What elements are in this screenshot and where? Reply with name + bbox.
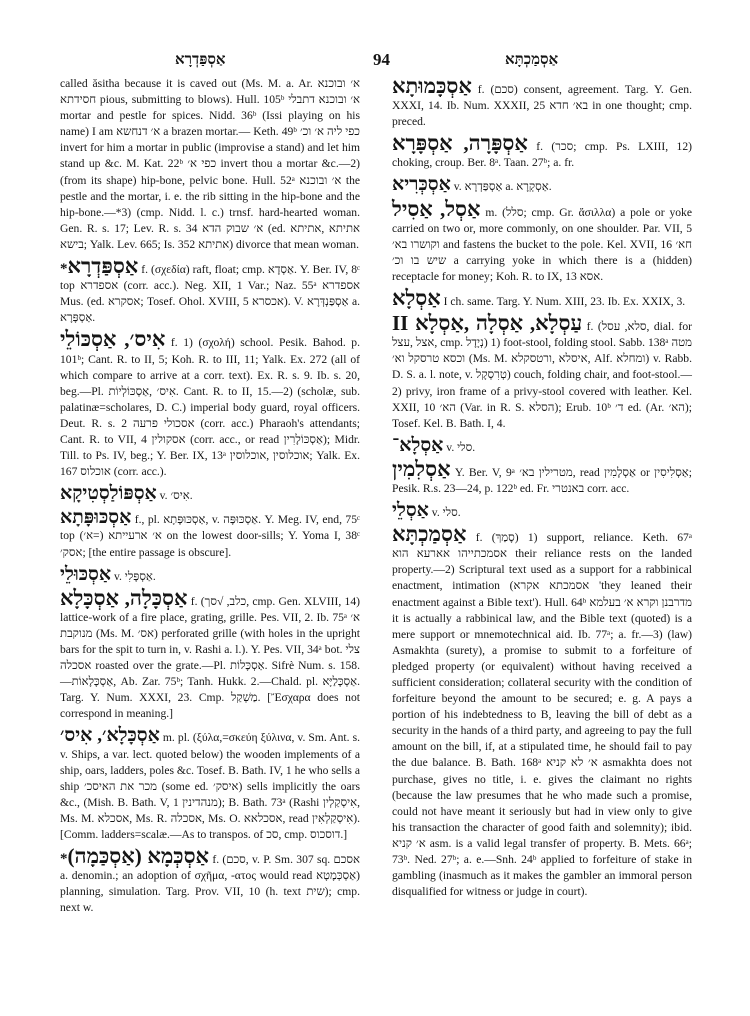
entry [60, 564, 360, 585]
entry-headword: אַסְכְּמָא (אַסְכַּמָה) [67, 844, 209, 869]
entry-star: * [60, 261, 68, 278]
entry [60, 846, 360, 916]
entry-headword: אַסְל, אַסִיל [392, 196, 481, 221]
entry [392, 76, 692, 130]
entry-text: Y. Ber. V, 9ᵃ מטרילין בא׳, read אַסְלָמִין or אַסְלִיסִין; Pesik. R.s. 23—24, p. 122ᵇ ed. Fr. באנטרי corr. acc. [392, 465, 692, 495]
entry-headword: אַסְפָּרָה, אַסְפָּרָא [392, 131, 528, 156]
entry-text: v. סלי. [431, 506, 461, 520]
entry-text: f. (סכם, v. P. Sm. 307 sq. אסכם a. denomin.; an adoption of σχῆμα, -ατος would read אַסְכְּמָטָא) planning, simulation. Targ. Prov. VII, 10 (h. text שית); cmp. next w. [60, 853, 360, 915]
entry [392, 288, 692, 310]
entry [60, 585, 360, 723]
entry [392, 524, 692, 900]
entry-headword: אַסְכָּמוּתָא [392, 74, 472, 98]
entry-text: I ch. same. Targ. Y. Num. XIII, 23. Ib. Ex. XXIX, 3. [443, 295, 686, 309]
entry-text: f. (סָמַךְ) 1) support, reliance. Keth. 67ᵃ אסמכתייהו אארעא הוא their reliance rests on the landed property.—2) Scriptural text used as a support for a rabbinical enactment, intimation (אסמכתא אקרא 'they leaned their enactment against a Bible text'). Hull. 64ᵇ מדרבנן וקרא א׳ בעלמא it is actually a rabbinical law, and the Bible text (quoted) is a mere support or mnemotechnical aid. Ib. 77ᵃ; a. fr.—3) (law) Asmakhta (surety), a promise to submit to a forfeiture of pledged property (or equivalent) without having received a sufficient consideration; collateral security with the condition of forfeiture beyond the amount to be secured; e. g. A pays a portion of his indebtedness to B, leaving the bill of debt as a security in the hands of a third party, and agreeing to pay the full amount on the bill, if, at a stipulated time, he should fail to pay the due balance. B. Bath. 168ᵃ א׳ לא קניא asmakhta does not purchase, gives no title, i. e. gives the claimant no rights (because the law presumes that he who made such a promise, could not have meant it seriously but had in view only to give his transaction the character of good faith and solemnity); ibid. א׳ קניא asm. is a valid legal transfer of property. B. Mets. 66ᵃ; 73ᵇ. Ned. 27ᵇ; a. e.—Snh. 24ᵇ applied to forfeiture of stake in gambling (inasmuch as it makes the gambler an immoral person disqualified for witness or judge in court). [392, 531, 693, 899]
entry-text: v. אַסְפַּדְרָא a. אַסְקְרָא. [453, 180, 552, 194]
entry-headword: אַסְלָא [392, 286, 441, 311]
entry-headword: אַסְמַכְתָּא [392, 522, 467, 547]
entry [60, 725, 360, 843]
entry-text: v. אַסְפָּלִי. [113, 569, 156, 583]
entry-headword: אַסְלֵי [392, 500, 429, 522]
entry-text: called ăsitha because it is caved out (Ms. M. a. Ar. א׳ ובוכנא חסידתא pious, submitting to blows). Hull. 105ᵇ א׳ ובוכנא דתבלי mortar and pestle for spices. Nidd. 36ᵇ (Issi playing on his name) I am א׳ דנחשא a brazen mortar.— Keth. 49ᵇ כפי ליה א׳ וכ׳ invert for him a mortar in public (improvise a stand) and let him stand up &c. M. Kat. 22ᵇ כפי א׳ invert thou a mortar &c.—2) (from its shape) hip-bone, pelvic bone. Hull. 52ᵃ א׳ ובוכנא the pestle and the mortar, i. e. the rib sitting in the hip-bone and the hip-bone.—*3) (cmp. Nidd. l. c.) trnsf. hard-hearted woman. Gen. R. s. 17; Lev. R. s. 34 א׳ שבוק הדא (ed. אתיתא ,אתיתא בישא; Yalk. Lev. 665; Is. 352 אתיתא) divorce that mean woman. [60, 77, 361, 251]
entry-text: v. סלי. [446, 440, 476, 454]
entry-text: f. (כלב, √סך, cmp. Gen. XLVIII, 14) lattice-work of a fire place, grating, grille. Pes. VII, 2. Ib. 75ᵃ א׳ מנוקבת (Ms. M. אס׳) perforated grille (with holes in the upright bars for the spit to turn in, v. Rashi a. l.). Y. Pes. VII, 34ᵃ bot. צלי אסכלה roasted over the grate.—Pl. אַסְכָּלוֹת. Sifrè Num. s. 158.—אַסְכָּלָאוֹת, Ab. Zar. 75ᵇ; Tanh. Hukk. 2.—Chald. pl. אַסְכָּלַיָּא. Targ. Y. Num. XXXI, 23. Cmp. מַשְׁקַל. [Ἔσχαρα does not correspond in meaning.] [60, 594, 360, 721]
entry [392, 174, 692, 195]
entry-star: * [60, 851, 68, 868]
entry-text: f. (σχεδία) raft, float; cmp. אַסְדָא. Y. Ber. IV, 8ᶜ top אספדרא (corr. acc.). Neg. XII, 1 Var.; Naz. 55ᵃ אספדרא Mus. (ed. אסקרא; Tosef. Ohol. XVIII, 5 אכסרא). V. אַסְפַּנְדְּרָא a. אַסְפָּרָא. [60, 263, 361, 325]
entry-headword: אַסְפַּדְרָא [67, 254, 139, 279]
entry-headword: אַסְלִמִין [392, 456, 451, 481]
entry [392, 435, 692, 456]
entry-headword: אַסְכּוּלֵי [60, 563, 112, 585]
page-number: 94 [373, 50, 390, 69]
entry-text: f. (סכם) consent, agreement. Targ. Y. Gen. XXXI, 14. Ib. Num. XXXII, 25 בא׳ חדא in one thought; cmp. preced. [392, 83, 693, 129]
entry [392, 133, 692, 171]
entry-text: f., pl. אַסְכּוּפָּתָא, v. אַסְכּוּפָּה. Y. Meg. IV, end, 75ᶜ top א׳ ארעייתא (=א׳) on the lowest door-sills; Y. Yoma I, 38ᶜ אסק׳; [the entire passage is obscure]. [60, 513, 360, 559]
entry-text: m. pl. (ξύλα,=σκεύη ξύλινα, v. Sm. Ant. s. v. Ships, a var. lect. quoted below) the wooden implements of a ship, oars, ladders, poles &c. Tosef. B. Bath. IV, 1 he who sells a ship מכר את האיסכ׳ (some ed. איסק׳) sells implicitly the oars &c., (Mish. B. Bath. V, 1 מנהדינין); B. Bath. 73ᵃ (Rashi אִיסְקַלְין, Ms. M. אסכלא, Ms. R. אסכלה, Ms. O. אסכלאא, read אִיסְקַלְאִין). [Comm. ladders=scalæ.—As to transpos. of סכ, cmp. דוסכוס.] [60, 731, 360, 842]
entry [392, 500, 692, 521]
entry [392, 313, 692, 432]
entry-text: m. (סלל; cmp. Gr. ἄσιλλα) a pole or yoke carried on two or, more commonly, on one shoulder. Par. VII, 5 וקושרו בא׳ and fastens the bucket to the pole. Kel. XVII, 16 חא׳ שיש בו וכ׳ a carrying yoke in which there is a (hidden) receptacle for money; Koh. R. to IX, 13 אסא. [392, 205, 693, 283]
header-left-headword: אַסְפַּדְרָא [175, 52, 226, 68]
entry-headword: אִיס׳, אַסְכּוֹלֵי [60, 327, 166, 352]
entry-headword: אַסְכּוּפָּתָא [60, 507, 132, 529]
entry-headword: אַסְכָּלָה, אַסְכָּלָא [60, 585, 188, 610]
running-header [60, 52, 700, 76]
entry-text: f. (סלא, עסל, dial. for אצל ,עצל, cmp. נְיָדָל) 1) foot-stool, folding stool. Sabb. 138ᵃ מטה וכסא טרסקל וא׳ (Ms. M. איסלא ,ורטסקלא, Alf. ומחלא) v. Rabb. D. S. a. l. note, v. טְרִסְקָל) couch, folding chair, and foot-stool.—2) privy, iron frame of a privy-stool covered with leather. Kel. XXII, 10 הא׳ (Var. in R. S. הסלא); Erub. 10ᵇ ד׳ ed. (Ar. הא׳); Tosef. Kel. B. Bath. I, 4. [392, 320, 692, 430]
entry-text: f. 1) (σχολή) school. Pesik. Bahod. p. 101ᵇ; Cant. R. to II, 5; Koh. R. to III, 11; Yalk. Ex. 272 (all of which compare to arrive at a corr. text). Ex. R. s. 9. Ib. s. 20, beg.—Pl. אִיס׳ ,אַסְכּוֹלְיוֹת. Cant. R. to II, 15.—2) (scholæ, sub. palatinæ=scholares, D. C.) imperial body guard, royal officers. Deut. R. s. 2 אסכולי פרעה (corr. acc.) Pharaoh's attendants; Cant. R. to VII, 4 אסקולין (corr. acc., or read אַסְכּוֹלָרִין); Midr. Till. to Ps. IV, beg.; Y. Ber. IX, 13ᵃ אוכלוסין ,אוכלוסין; Yalk. Ex. 167 אוכלוס (corr. acc.). [60, 336, 361, 479]
entry [392, 196, 693, 285]
entry-continuation [60, 76, 360, 253]
left-column [60, 76, 360, 920]
header-right-headword: אַסְמַכְתָּא [505, 52, 559, 68]
entry-headword: אַסְכָּלָא׳, אִיס׳ [60, 725, 160, 747]
entry-text: f. (סכר; cmp. Ps. LXIII, 12) choking, croup. Ber. 8ᵃ. Taan. 27ᵇ; a. fr. [392, 140, 692, 170]
entry [392, 456, 692, 497]
right-column [392, 76, 692, 903]
entry [60, 329, 360, 480]
entry [60, 507, 360, 560]
entry-headword: אַסְלָא־ [392, 434, 444, 456]
entry-headword: אַסְפּוֹלַסְטִיקָא [60, 483, 157, 505]
entry [60, 483, 360, 504]
entry-headword: עַסְלָא, אַסְלָה ,אַסְלָא II [392, 311, 583, 336]
entry-headword: אַסְכְּרִיא [392, 174, 451, 196]
entry-text: v. אִיס׳. [159, 489, 193, 503]
entry [60, 256, 360, 326]
